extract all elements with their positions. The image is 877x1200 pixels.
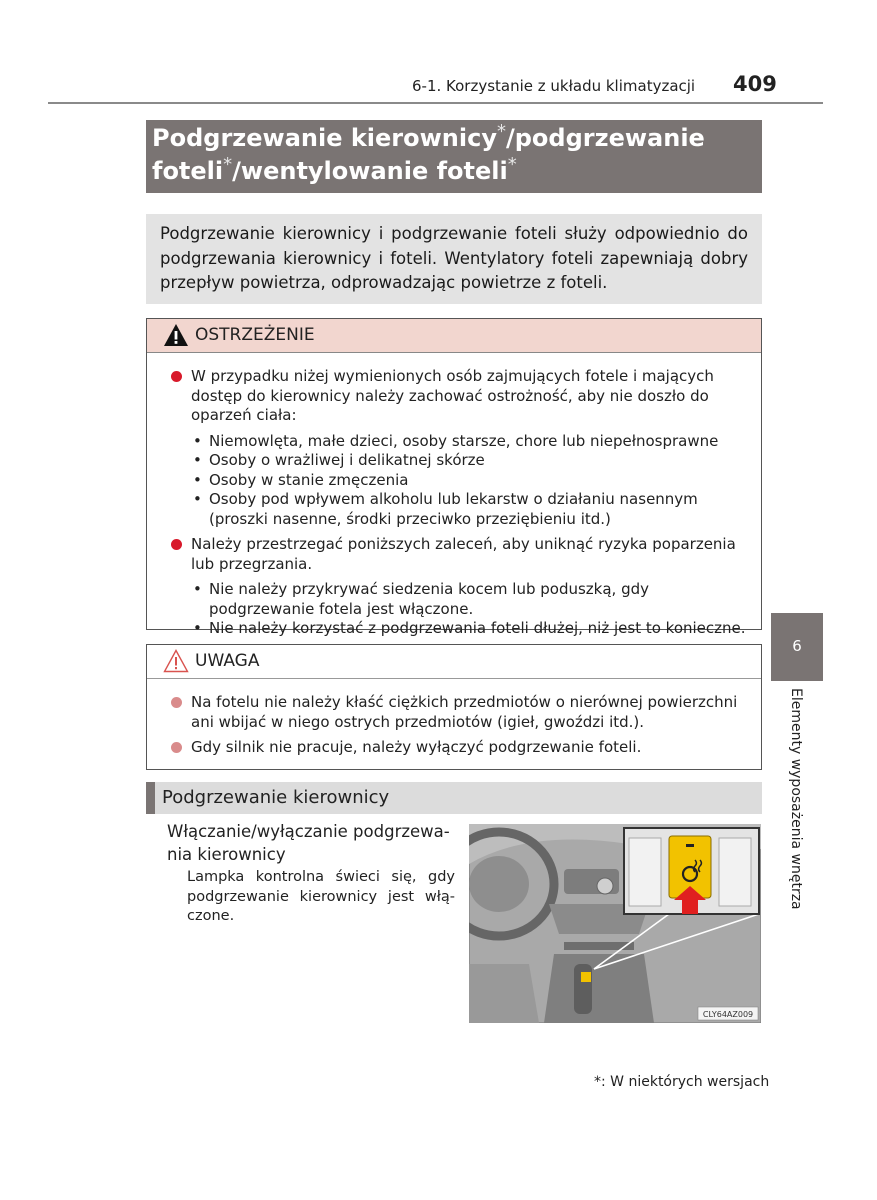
- warning-subitem-text: Osoby o wrażliwej i delikatnej skórze: [209, 451, 485, 469]
- warning-subitem-text: Nie należy przykrywać siedzenia kocem lub poduszką, gdy podgrzewanie fotela jest włączone.: [209, 580, 650, 618]
- chapter-title: Elementy wyposażenia wnętrza: [788, 688, 804, 910]
- bullet-icon: •: [193, 470, 202, 489]
- warning-subitem-text: Osoby pod wpływem alkoholu lub lekarstw o działaniu nasennym (proszki nasenne, środki przeciwko przeziębieniu itd.): [209, 490, 698, 528]
- caution-box: [146, 644, 762, 770]
- title-part-3: foteli: [152, 157, 224, 185]
- operation-description: Lampka kontrolna świeci się, gdy podgrzewanie kierownicy jest włą-czone.: [187, 869, 455, 924]
- caution-item-text: Gdy silnik nie pracuje, należy wyłączyć podgrzewanie foteli.: [191, 738, 642, 756]
- bullet-icon: •: [193, 580, 202, 598]
- bullet-icon: •: [193, 431, 202, 450]
- footnote: [594, 1074, 769, 1090]
- dashboard-illustration: [469, 824, 761, 1023]
- warning-header: [147, 319, 761, 353]
- warning-item-text: W przypadku niżej wymienionych osób zajmujących fotele i mających dostęp do kierownicy należy zachować ostrożność, aby nie doszło do oparzeń ciała:: [191, 367, 714, 424]
- title-star-1: *: [496, 121, 506, 142]
- footnote-star: *: [594, 1074, 601, 1090]
- warning-subitem: [171, 490, 749, 529]
- title-star-2: *: [223, 154, 233, 175]
- warning-subitem: [171, 619, 749, 639]
- warning-subitem-text: Niemowlęta, małe dzieci, osoby starsze, chore lub niepełnosprawne: [209, 431, 719, 450]
- pink-bullet-icon: [171, 697, 182, 708]
- warning-label: OSTRZEŻENIE: [195, 325, 315, 345]
- intro-box: [146, 214, 762, 304]
- bullet-icon: •: [193, 451, 202, 469]
- warning-item-1: [171, 367, 749, 426]
- warning-subitem: [171, 432, 749, 452]
- page-title: [146, 120, 762, 193]
- footnote-text: : W niektórych wersjach: [601, 1074, 770, 1090]
- operation-title: Włączanie/wyłączanie podgrzewa-nia kierownicy: [167, 822, 450, 864]
- intro-text: Podgrzewanie kierownicy i podgrzewanie foteli służy odpowiednio do podgrzewania kierownicy i foteli. Wentylatory foteli zapewniają dobry przepływ powietrza, odprowadzając powietrze z foteli.: [160, 224, 748, 292]
- image-code: CLY64AZ009: [702, 1010, 754, 1019]
- bullet-icon: •: [193, 490, 202, 508]
- red-bullet-icon: [171, 539, 182, 550]
- caution-item-text: Na fotelu nie należy kłaść ciężkich przedmiotów o nierównej powierzchni ani wbijać w niego ostrych przedmiotów (igieł, gwoździ itd.).: [191, 693, 738, 731]
- caution-label: UWAGA: [195, 651, 260, 671]
- caution-triangle-icon: [163, 649, 189, 673]
- warning-subitem: [171, 451, 749, 471]
- warning-triangle-icon: [163, 323, 189, 347]
- title-part-1: Podgrzewanie kierownicy: [152, 124, 497, 152]
- caution-item-2: [171, 738, 749, 758]
- warning-subitem: [171, 580, 749, 619]
- warning-item-text: Należy przestrzegać poniższych zaleceń, aby uniknąć ryzyka poparzenia lub przegrzania.: [191, 535, 736, 573]
- warning-list: [171, 367, 749, 639]
- title-star-3: *: [507, 154, 517, 175]
- title-part-2: /podgrzewanie: [505, 124, 705, 152]
- bullet-icon: •: [193, 619, 202, 637]
- subsection-accent: [146, 782, 155, 814]
- pink-bullet-icon: [171, 742, 182, 753]
- chapter-number: 6: [792, 637, 802, 655]
- warning-subitem-text: Osoby w stanie zmęczenia: [209, 470, 409, 489]
- warning-subitem: [171, 471, 749, 491]
- warning-box: [146, 318, 762, 637]
- header-rule: [48, 102, 823, 104]
- header-section-title: 6-1. Korzystanie z układu klimatyzacji: [412, 77, 696, 95]
- page-number: 409: [733, 72, 777, 96]
- warning-item-2: [171, 535, 749, 574]
- red-bullet-icon: [171, 371, 182, 382]
- caution-item-1: [171, 693, 749, 732]
- warning-subitem-text: Nie należy korzystać z podgrzewania foteli dłużej, niż jest to konieczne.: [209, 619, 746, 637]
- caution-list: [171, 693, 749, 764]
- caution-header: [147, 645, 761, 679]
- title-part-4: /wentylowanie foteli: [232, 157, 508, 185]
- subsection-title: Podgrzewanie kierownicy: [162, 787, 390, 808]
- indicator-lamp-small: [581, 972, 591, 982]
